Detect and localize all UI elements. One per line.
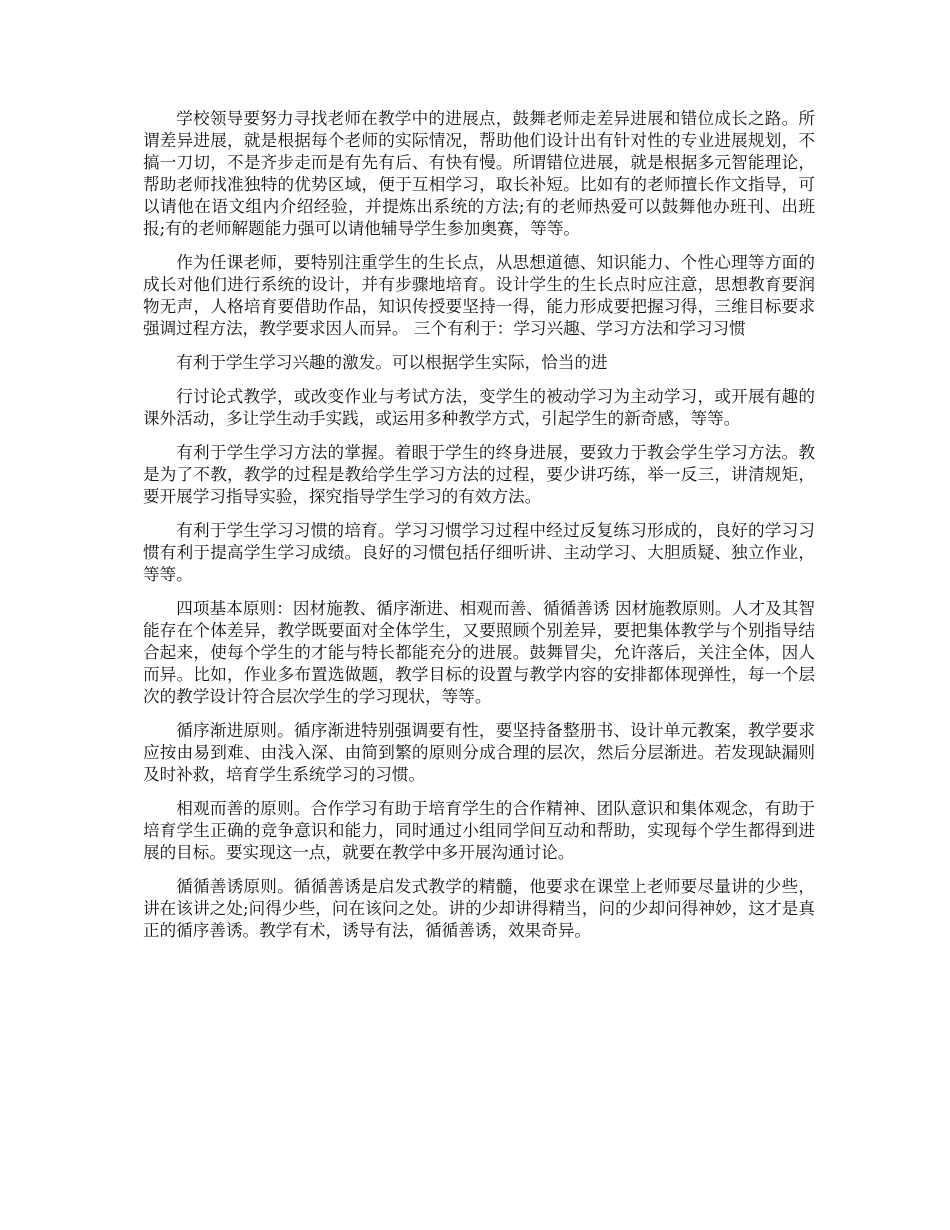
paragraph-gradual-principle: 循序渐进原则。循序渐进特别强调要有性，要坚持备整册书、设计单元教案，教学要求应按由易到难、由浅入深、由简到繁的原则分成合理的层次，然后分层渐进。若发现缺漏则及时补救，培育学生系统学习的习惯。 <box>143 721 815 784</box>
paragraph-learning-habit: 有利于学生学习习惯的培育。学习习惯学习过程中经过反复练习形成的，良好的学习习惯有利于提高学生学习成绩。良好的习惯包括仔细听讲、主动学习、大胆质疑、独立作业，等等。 <box>143 521 815 584</box>
document-body <box>143 108 815 954</box>
paragraph-cooperation-principle: 相观而善的原则。合作学习有助于培育学生的合作精神、团队意识和集体观念，有助于培育学生正确的竞争意识和能力，同时通过小组同学间互动和帮助，实现每个学生都得到进展的目标。要实现这一点，就要在教学中多开展沟通讨论。 <box>143 799 815 862</box>
paragraph-learning-method: 有利于学生学习方法的掌握。着眼于学生的终身进展，要致力于教会学生学习方法。教是为了不教，教学的过程是教给学生学习方法的过程，要少讲巧练，举一反三，讲清规矩，要开展学习指导实验，探究指导学生学习的有效方法。 <box>143 443 815 506</box>
paragraph-student-growth: 作为任课老师，要特别注重学生的生长点，从思想道德、知识能力、个性心理等方面的成长对他们进行系统的设计，并有步骤地培育。设计学生的生长点时应注意，思想教育要润物无声，人格培育要借助作品，知识传授要坚持一得，能力形成要把握习得，三维目标要求强调过程方法，教学要求因人而异。 三个有利于：学习兴趣、学习方法和学习习惯 <box>143 253 815 338</box>
paragraph-interest-detail: 行讨论式教学，或改变作业与考试方法，变学生的被动学习为主动学习，或开展有趣的课外活动，多让学生动手实践，或运用多种教学方式，引起学生的新奇感，等等。 <box>143 387 815 428</box>
paragraph-interest-intro: 有利于学生学习兴趣的激发。可以根据学生实际，恰当的进 <box>176 353 608 372</box>
paragraph-four-principles: 四项基本原则：因材施教、循序渐进、相观而善、循循善诱 因材施教原则。人才及其智能存在个体差异，教学既要面对全体学生，又要照顾个别差异，要把集体教学与个别指导结合起来，使每个学生的才能与特长都能充分的进展。鼓舞冒尖，允许落后，关注全体，因人而异。比如，作业多布置选做题，教学目标的设置与教学内容的安排都体现弹性，每一个层次的教学设计符合层次学生的学习现状，等等。 <box>143 599 815 706</box>
paragraph-guidance-principle: 循循善诱原则。循循善诱是启发式教学的精髓，他要求在课堂上老师要尽量讲的少些，讲在该讲之处;问得少些，问在该问之处。讲的少却讲得精当，问的少却问得神妙，这才是真正的循序善诱。教学有术，诱导有法，循循善诱，效果奇异。 <box>143 877 815 940</box>
paragraph-teacher-growth: 学校领导要努力寻找老师在教学中的进展点，鼓舞老师走差异进展和错位成长之路。所谓差异进展，就是根据每个老师的实际情况，帮助他们设计出有针对性的专业进展规划，不搞一刀切，不是齐步走而是有先有后、有快有慢。所谓错位进展，就是根据多元智能理论，帮助老师找准独特的优势区域，便于互相学习，取长补短。比如有的老师擅长作文指导，可以请他在语文组内介绍经验，并提炼出系统的方法;有的老师热爱可以鼓舞他办班刊、出班报;有的老师解题能力强可以请他辅导学生参加奥赛，等等。 <box>143 109 815 238</box>
